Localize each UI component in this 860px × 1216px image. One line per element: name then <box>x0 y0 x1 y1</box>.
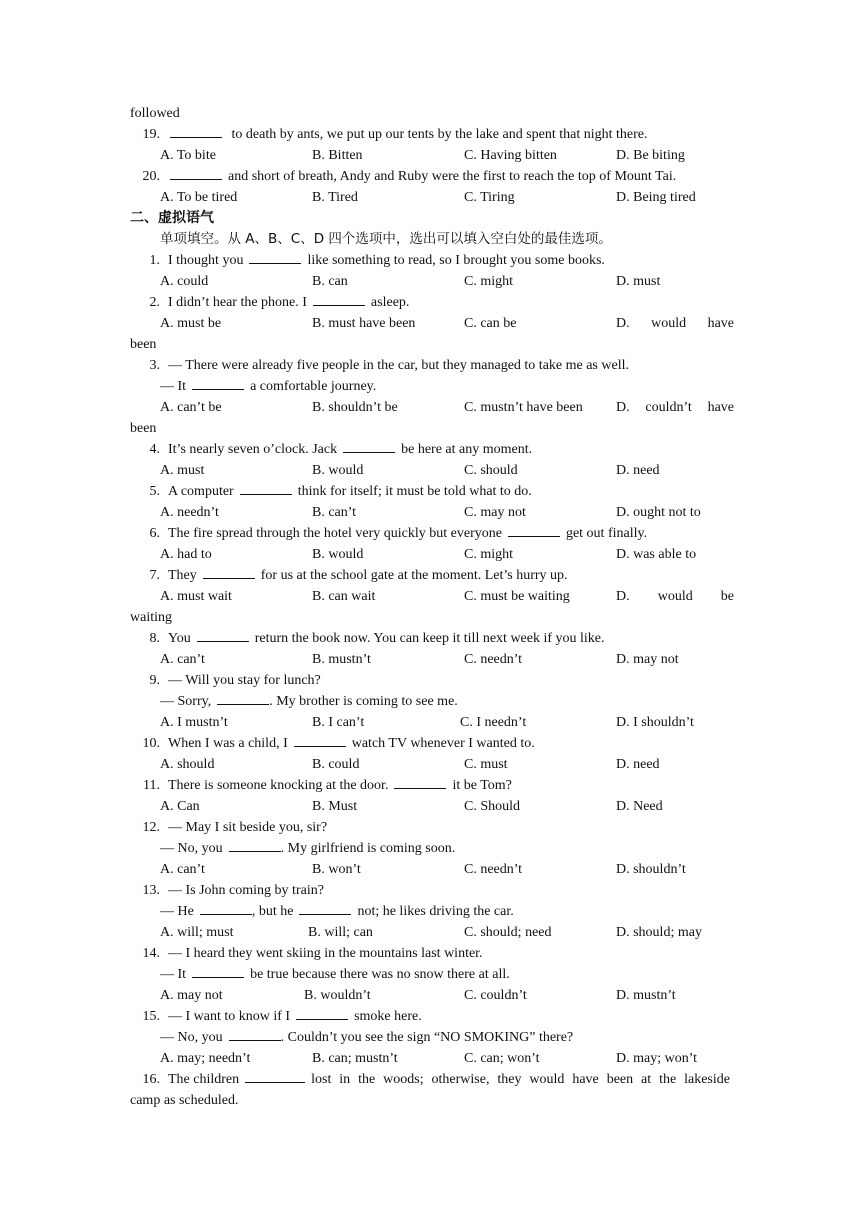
answer-blank[interactable] <box>203 565 255 579</box>
question-text: — It <box>160 967 187 982</box>
option-a[interactable]: A. I mustn’t <box>160 715 228 730</box>
question-12 <box>130 817 730 838</box>
question-text: think for itself; it must be told what to do. <box>297 484 532 499</box>
option-a[interactable]: A. To bite <box>160 148 216 163</box>
question-text: get out finally. <box>565 526 648 541</box>
options-19 <box>130 145 730 166</box>
question-number: 9. <box>149 673 160 688</box>
dialogue-line: — I want to know if I <box>168 1009 291 1024</box>
option-d[interactable]: D. was able to <box>616 547 697 562</box>
option-b[interactable]: B. would <box>312 547 364 562</box>
question-text: a comfortable journey. <box>250 379 377 394</box>
question-6 <box>130 523 730 544</box>
option-a[interactable]: A. must <box>160 463 205 478</box>
option-b[interactable]: B. won’t <box>312 862 361 877</box>
question-13-line2 <box>130 901 730 922</box>
question-number: 16. <box>142 1072 160 1087</box>
dialogue-line: — May I sit beside you, sir? <box>168 820 328 835</box>
question-text: It’s nearly seven o’clock. Jack <box>168 442 338 457</box>
options-4 <box>130 460 730 481</box>
options-1 <box>130 271 730 292</box>
word: would <box>529 1072 565 1087</box>
option-d-wrap: waiting <box>130 610 172 625</box>
option-d[interactable]: D. I shouldn’t <box>616 715 694 730</box>
word: lost <box>311 1072 332 1087</box>
question-text: You <box>168 631 191 646</box>
answer-blank-1[interactable] <box>296 1006 348 1020</box>
option-d[interactable]: D. ought not to <box>616 505 701 520</box>
section-instruction: 单项填空。从 A、B、C、D 四个选项中，选出可以填入空白处的最佳选项。 <box>160 231 612 247</box>
word: have <box>572 1072 599 1087</box>
answer-blank[interactable] <box>229 838 281 852</box>
option-b[interactable]: B. wouldn’t <box>304 988 371 1003</box>
option-d[interactable] <box>616 313 734 334</box>
top-fragment: followed <box>130 106 180 121</box>
answer-blank[interactable] <box>192 376 244 390</box>
question-text: — No, you <box>160 1030 223 1045</box>
option-d[interactable]: D. may; won’t <box>616 1051 698 1066</box>
answer-blank[interactable] <box>197 628 249 642</box>
option-c[interactable]: C. needn’t <box>464 862 523 877</box>
question-text: , but he <box>251 904 294 919</box>
question-8 <box>130 628 730 649</box>
answer-blank[interactable] <box>192 964 244 978</box>
question-text: like something to read, so I brought you some books. <box>307 253 605 268</box>
option-d[interactable]: D. must <box>616 274 661 289</box>
option-c[interactable]: C. mustn’t have been <box>464 400 583 415</box>
question-number: 4. <box>149 442 160 457</box>
question-text: be true because there was no snow there at all. <box>250 967 510 982</box>
question-10 <box>130 733 730 754</box>
option-b[interactable]: B. I can’t <box>312 715 365 730</box>
question-text: . My brother is coming to see me. <box>269 694 458 709</box>
option-word: couldn’t <box>645 400 692 415</box>
option-b[interactable]: B. must have been <box>312 316 416 331</box>
question-number: 7. <box>149 568 160 583</box>
question-16 <box>130 1069 730 1090</box>
answer-blank[interactable] <box>249 250 301 264</box>
question-number: 6. <box>149 526 160 541</box>
question-number: 10. <box>142 736 160 751</box>
option-word: have <box>707 316 734 331</box>
option-b[interactable]: B. mustn’t <box>312 652 371 667</box>
options-2 <box>130 313 734 334</box>
question-12-line2 <box>130 838 730 859</box>
option-a[interactable]: A. could <box>160 274 209 289</box>
dialogue-line: smoke here. <box>354 1009 422 1024</box>
answer-blank[interactable] <box>245 1069 305 1083</box>
option-b[interactable]: B. can; mustn’t <box>312 1051 398 1066</box>
question-text: to death by ants, we put up our tents by the lake and spent that night there. <box>231 127 648 142</box>
question-text: I thought you <box>168 253 244 268</box>
question-20 <box>130 166 730 187</box>
option-a[interactable]: A. may not <box>160 988 223 1003</box>
answer-blank[interactable] <box>508 523 560 537</box>
option-a[interactable]: A. should <box>160 757 215 772</box>
question-7 <box>130 565 730 586</box>
question-13 <box>130 880 730 901</box>
question-3 <box>130 355 730 376</box>
option-d-wrap: been <box>130 337 157 352</box>
question-11 <box>130 775 730 796</box>
option-c[interactable]: C. should; need <box>464 925 552 940</box>
option-d[interactable]: D. Need <box>616 799 663 814</box>
dialogue-line: — Is John coming by train? <box>168 883 324 898</box>
question-text: return the book now. You can keep it till next week if you like. <box>254 631 605 646</box>
options-20 <box>130 187 730 208</box>
question-text: and short of breath, Andy and Ruby were the first to reach the top of Mount Tai. <box>228 169 677 184</box>
option-c[interactable]: C. Should <box>464 799 521 814</box>
question-1 <box>130 250 730 271</box>
option-b[interactable]: B. would <box>312 463 364 478</box>
answer-blank[interactable] <box>170 166 222 180</box>
option-c[interactable]: C. may not <box>464 505 526 520</box>
options-11 <box>130 796 730 817</box>
option-a[interactable]: A. Can <box>160 799 200 814</box>
dialogue-line: — There were already five people in the car, but they managed to take me as well. <box>168 358 629 373</box>
option-a[interactable]: A. must wait <box>160 589 232 604</box>
question-text: A computer <box>168 484 234 499</box>
option-c[interactable]: C. Tiring <box>464 190 515 205</box>
question-text: — It <box>160 379 187 394</box>
question-text: . My girlfriend is coming soon. <box>280 841 456 856</box>
answer-blank[interactable] <box>313 292 365 306</box>
question-text: — No, you <box>160 841 223 856</box>
options-7 <box>130 586 734 607</box>
question-text: The children <box>168 1072 240 1087</box>
question-number: 20. <box>142 169 160 184</box>
question-number: 8. <box>149 631 160 646</box>
question-number: 1. <box>149 253 160 268</box>
options-9 <box>130 712 730 733</box>
question-9-line2 <box>130 691 730 712</box>
option-b[interactable]: B. Tired <box>312 190 358 205</box>
option-d[interactable]: D. shouldn’t <box>616 862 686 877</box>
answer-blank[interactable] <box>170 124 222 138</box>
option-c[interactable]: C. can; won’t <box>464 1051 540 1066</box>
question-14 <box>130 943 730 964</box>
question-number: 13. <box>142 883 160 898</box>
question-number: 2. <box>149 295 160 310</box>
question-text: . Couldn’t you see the sign “NO SMOKING” there? <box>280 1030 574 1045</box>
options-6 <box>130 544 730 565</box>
question-text: They <box>168 568 197 583</box>
options-5 <box>130 502 730 523</box>
question-text-justified <box>311 1069 730 1090</box>
question-number: 3. <box>149 358 160 373</box>
question-3-line2 <box>130 376 730 397</box>
options-15 <box>130 1048 730 1069</box>
question-4 <box>130 439 730 460</box>
answer-blank-2[interactable] <box>229 1027 281 1041</box>
question-14-line2 <box>130 964 730 985</box>
option-word: would <box>657 589 693 604</box>
word: otherwise, <box>431 1072 490 1087</box>
worksheet-page <box>130 103 734 1111</box>
option-b[interactable]: B. can <box>312 274 348 289</box>
question-number: 14. <box>142 946 160 961</box>
question-text: watch TV whenever I wanted to. <box>351 736 535 751</box>
option-b[interactable]: B. will; can <box>308 925 373 940</box>
question-number: 15. <box>142 1009 160 1024</box>
word: been <box>606 1072 634 1087</box>
option-c[interactable]: C. I needn’t <box>460 715 527 730</box>
word: they <box>497 1072 522 1087</box>
question-number: 19. <box>142 127 160 142</box>
question-text: for us at the school gate at the moment. Let’s hurry up. <box>260 568 568 583</box>
options-13 <box>130 922 730 943</box>
option-word: D. <box>616 400 630 415</box>
option-d[interactable]: D. need <box>616 757 660 772</box>
word: in <box>339 1072 351 1087</box>
question-9 <box>130 670 730 691</box>
option-d-wrap: been <box>130 421 157 436</box>
option-a[interactable]: A. can’t <box>160 862 205 877</box>
option-word: D. <box>616 316 630 331</box>
option-a[interactable]: A. can’t be <box>160 400 222 415</box>
option-c[interactable]: C. needn’t <box>464 652 523 667</box>
word: the <box>659 1072 677 1087</box>
word: woods; <box>383 1072 424 1087</box>
question-text: asleep. <box>370 295 410 310</box>
option-b[interactable]: B. can’t <box>312 505 357 520</box>
option-d[interactable]: D. should; may <box>616 925 702 940</box>
option-a[interactable]: A. may; needn’t <box>160 1051 251 1066</box>
question-2 <box>130 292 730 313</box>
option-word: have <box>707 400 734 415</box>
question-number: 11. <box>143 778 160 793</box>
option-d[interactable] <box>616 586 734 607</box>
option-d[interactable] <box>616 397 734 418</box>
question-text: When I was a child, I <box>168 736 288 751</box>
option-word: would <box>651 316 687 331</box>
option-d[interactable]: D. need <box>616 463 660 478</box>
question-text: — Sorry, <box>160 694 212 709</box>
question-text: I didn’t hear the phone. I <box>168 295 307 310</box>
answer-blank[interactable] <box>217 691 269 705</box>
question-text: be here at any moment. <box>401 442 533 457</box>
question-15 <box>130 1006 730 1027</box>
question-text: not; he likes driving the car. <box>357 904 514 919</box>
option-b[interactable]: B. Bitten <box>312 148 363 163</box>
option-b[interactable]: B. can wait <box>312 589 376 604</box>
option-d[interactable]: D. Being tired <box>616 190 696 205</box>
question-number: 5. <box>149 484 160 499</box>
word: the <box>358 1072 376 1087</box>
question-15-line2 <box>130 1027 730 1048</box>
option-c[interactable]: C. might <box>464 547 514 562</box>
option-a[interactable]: A. needn’t <box>160 505 219 520</box>
options-14 <box>130 985 730 1006</box>
question-19 <box>130 124 730 145</box>
word: lakeside <box>684 1072 730 1087</box>
answer-blank[interactable] <box>343 439 395 453</box>
options-8 <box>130 649 730 670</box>
option-c[interactable]: C. must <box>464 757 508 772</box>
option-b[interactable]: B. Must <box>312 799 358 814</box>
option-d[interactable]: D. may not <box>616 652 679 667</box>
option-a[interactable]: A. must be <box>160 316 222 331</box>
answer-blank[interactable] <box>294 733 346 747</box>
dialogue-line: — I heard they went skiing in the mountains last winter. <box>168 946 483 961</box>
word: at <box>641 1072 652 1087</box>
option-a[interactable]: A. had to <box>160 547 212 562</box>
option-word: be <box>720 589 734 604</box>
option-d[interactable]: D. Be biting <box>616 148 685 163</box>
section-heading: 二、虚拟语气 <box>130 210 214 226</box>
option-b[interactable]: B. shouldn’t be <box>312 400 398 415</box>
question-16-wrap: camp as scheduled. <box>130 1093 239 1108</box>
question-5 <box>130 481 730 502</box>
dialogue-line: — Will you stay for lunch? <box>168 673 321 688</box>
option-c[interactable]: C. must be waiting <box>464 589 570 604</box>
answer-blank-1[interactable] <box>200 901 252 915</box>
option-a[interactable]: A. To be tired <box>160 190 238 205</box>
question-text: — He <box>160 904 194 919</box>
option-word: D. <box>616 589 630 604</box>
option-c[interactable]: C. can be <box>464 316 517 331</box>
option-d[interactable]: D. mustn’t <box>616 988 676 1003</box>
option-c[interactable]: C. might <box>464 274 514 289</box>
answer-blank[interactable] <box>394 775 446 789</box>
option-c[interactable]: C. should <box>464 463 518 478</box>
options-10 <box>130 754 730 775</box>
options-3 <box>130 397 734 418</box>
question-text: There is someone knocking at the door. <box>168 778 389 793</box>
question-number: 12. <box>142 820 160 835</box>
option-a[interactable]: A. will; must <box>160 925 234 940</box>
option-c[interactable]: C. Having bitten <box>464 148 557 163</box>
question-text: The fire spread through the hotel very quickly but everyone <box>168 526 502 541</box>
question-text: it be Tom? <box>452 778 512 793</box>
option-c[interactable]: C. couldn’t <box>464 988 527 1003</box>
answer-blank-2[interactable] <box>299 901 351 915</box>
option-b[interactable]: B. could <box>312 757 360 772</box>
option-a[interactable]: A. can’t <box>160 652 205 667</box>
answer-blank[interactable] <box>240 481 292 495</box>
options-12 <box>130 859 730 880</box>
